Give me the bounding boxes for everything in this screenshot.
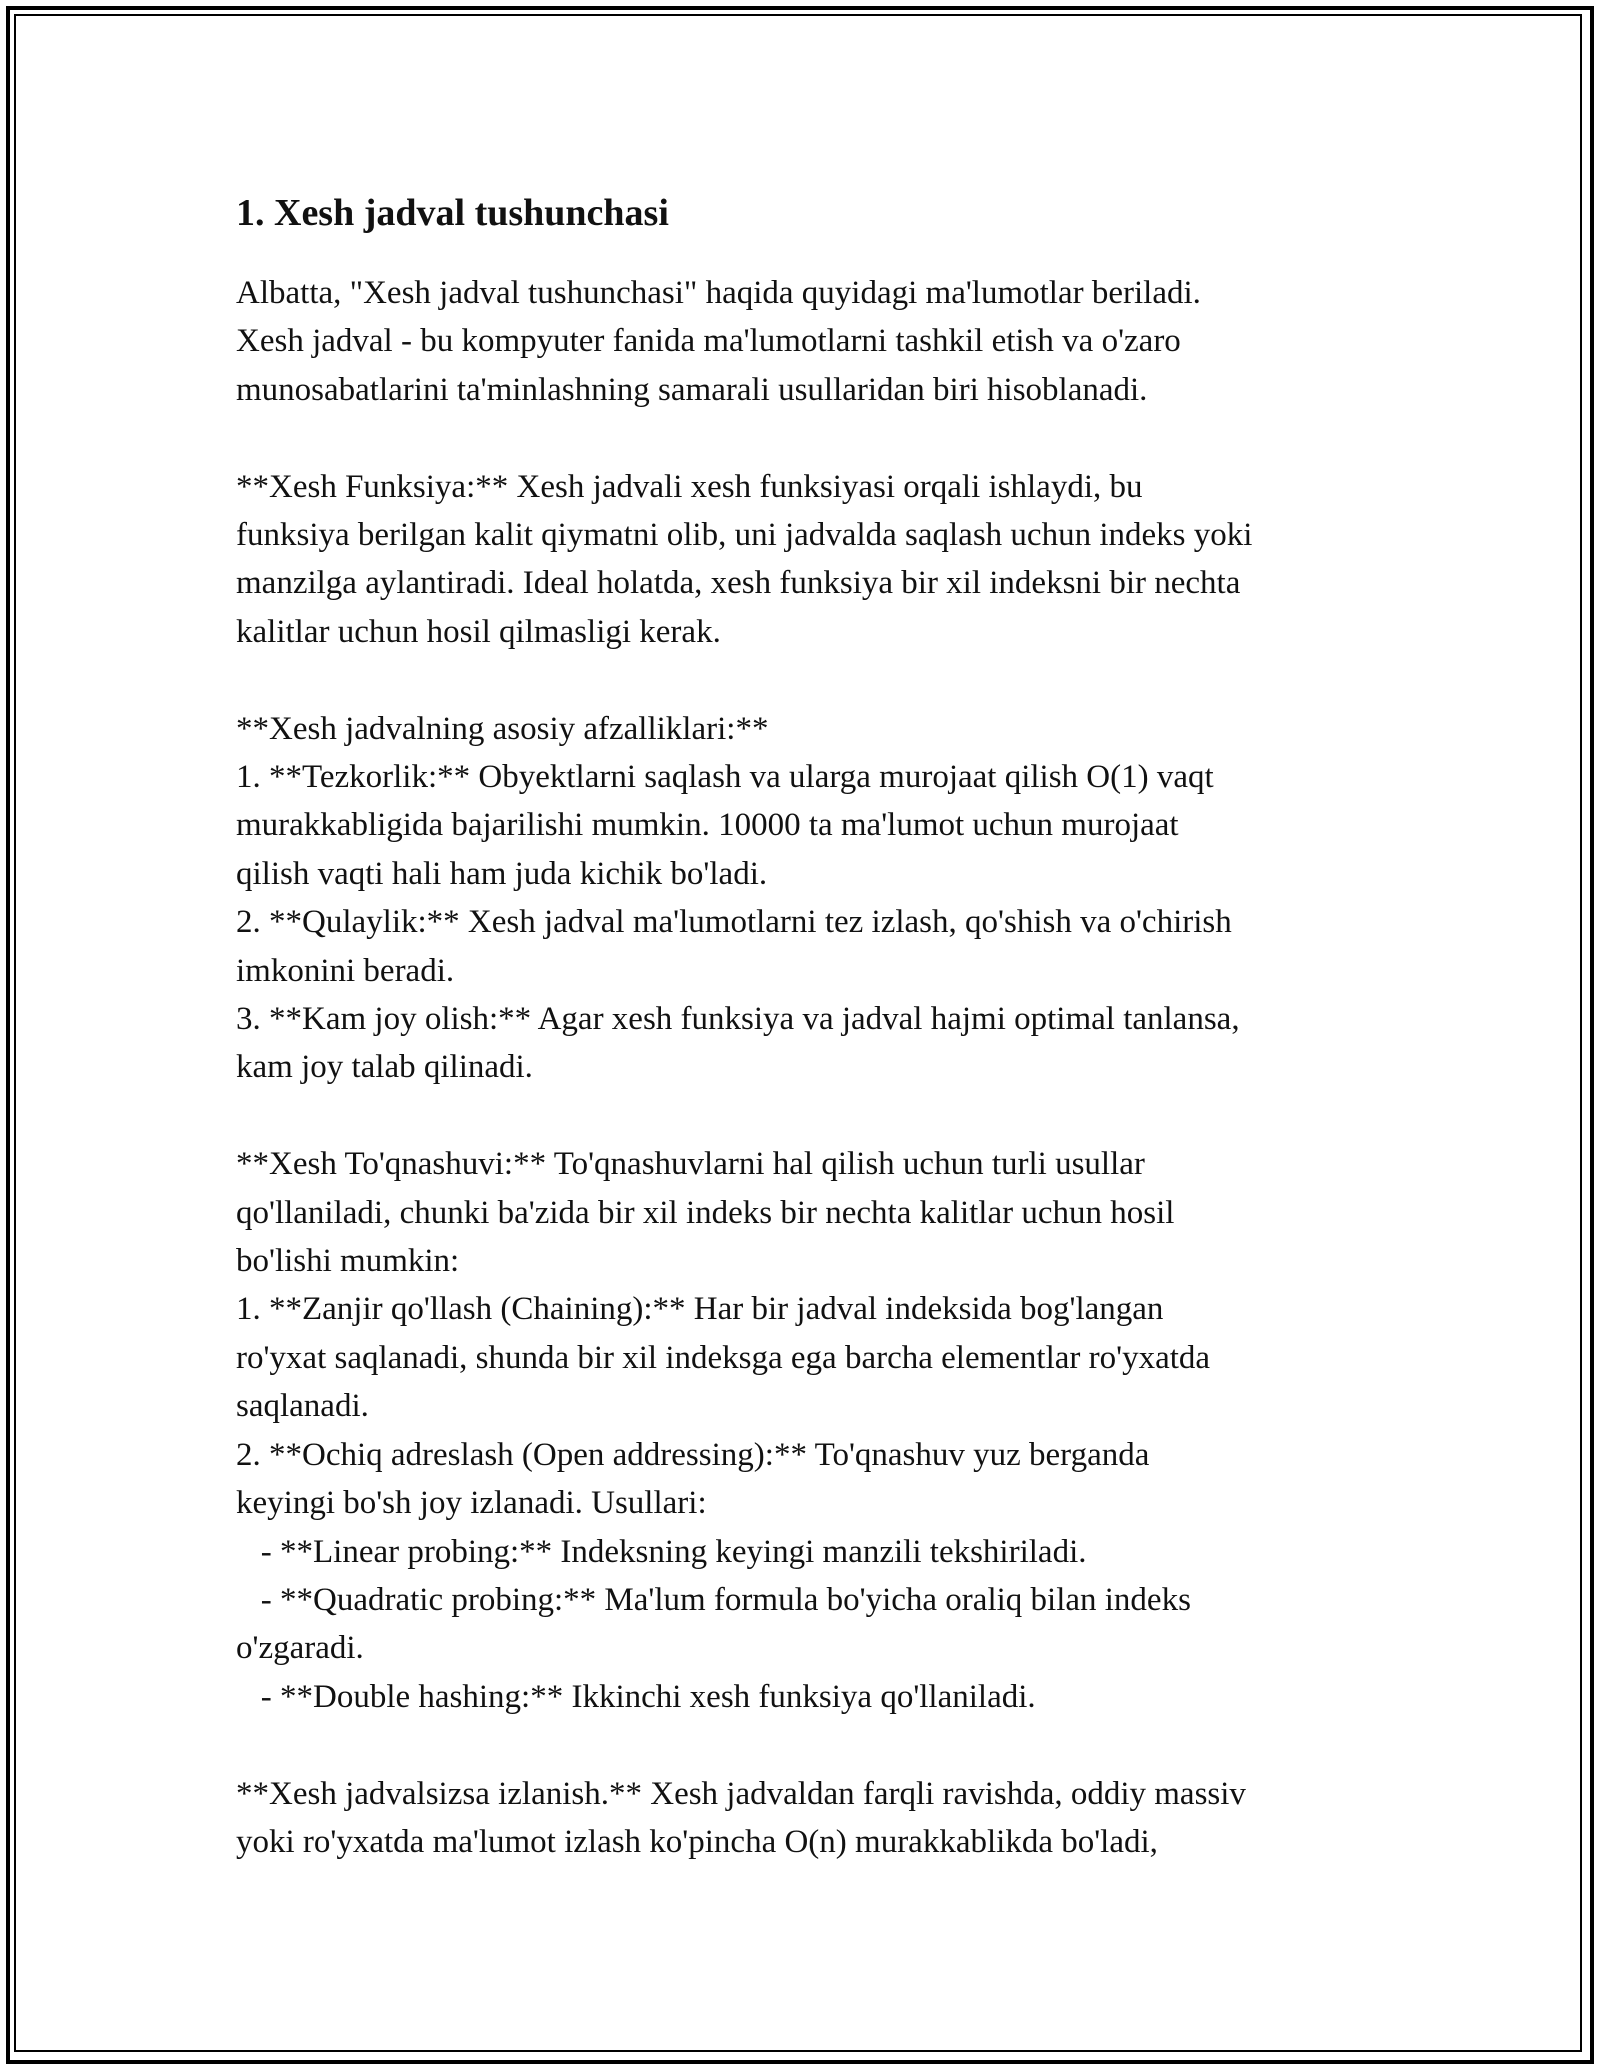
text-line: munosabatlarini ta'minlashning samarali usullaridan biri hisoblanadi. xyxy=(236,371,1148,408)
blank-line xyxy=(236,414,1406,462)
text-line: - **Linear probing:** Indeksning keyingi manzili tekshiriladi. xyxy=(236,1533,1087,1570)
text-line: keyingi bo'sh joy izlanadi. Usullari: xyxy=(236,1485,707,1522)
text-line: yoki ro'yxatda ma'lumot izlash ko'pincha O(n) murakkablikda bo'ladi, xyxy=(236,1823,1158,1860)
document-body xyxy=(236,185,1406,1866)
blank-line xyxy=(236,656,1406,704)
text-line: **Xesh To'qnashuvi:** To'qnashuvlarni hal qilish uchun turli usullar xyxy=(236,1146,1145,1183)
text-line: o'zgaradi. xyxy=(236,1630,364,1667)
text-line: qo'llaniladi, chunki ba'zida bir xil indeks bir nechta kalitlar uchun hosil xyxy=(236,1194,1175,1231)
text-line: 1. **Zanjir qo'llash (Chaining):** Har bir jadval indeksida bog'langan xyxy=(236,1291,1164,1328)
text-line: 2. **Qulaylik:** Xesh jadval ma'lumotlarni tez izlash, qo'shish va o'chirish xyxy=(236,904,1232,941)
text-line: manzilga aylantiradi. Ideal holatda, xesh funksiya bir xil indeksni bir nechta xyxy=(236,565,1241,602)
text-line: 1. **Tezkorlik:** Obyektlarni saqlash va ularga murojaat qilish O(1) vaqt xyxy=(236,759,1214,796)
text-line: Xesh jadval - bu kompyuter fanida ma'lumotlarni tashkil etish va o'zaro xyxy=(236,323,1181,360)
text-line: **Xesh Funksiya:** Xesh jadvali xesh funksiyasi orqali ishlaydi, bu xyxy=(236,468,1143,505)
text-line: kalitlar uchun hosil qilmasligi kerak. xyxy=(236,613,721,650)
text-line: - **Double hashing:** Ikkinchi xesh funksiya qo'llaniladi. xyxy=(236,1678,1036,1715)
text-line: murakkabligida bajarilishi mumkin. 10000 ta ma'lumot uchun murojaat xyxy=(236,807,1179,844)
blank-line xyxy=(236,1721,1406,1769)
text-line: funksiya berilgan kalit qiymatni olib, uni jadvalda saqlash uchun indeks yoki xyxy=(236,517,1253,554)
text-line: 3. **Kam joy olish:** Agar xesh funksiya va jadval hajmi optimal tanlansa, xyxy=(236,1001,1240,1038)
blank-line xyxy=(236,1092,1406,1140)
text-line: Albatta, "Xesh jadval tushunchasi" haqida quyidagi ma'lumotlar beriladi. xyxy=(236,275,1201,311)
text-line: imkonini beradi. xyxy=(236,952,455,989)
text-line: 2. **Ochiq adreslash (Open addressing):** To'qnashuv yuz berganda xyxy=(236,1436,1150,1473)
text-line: kam joy talab qilinadi. xyxy=(236,1049,533,1086)
text-line: ro'yxat saqlanadi, shunda bir xil indeksga ega barcha elementlar ro'yxatda xyxy=(236,1339,1211,1376)
text-line: - **Quadratic probing:** Ma'lum formula bo'yicha oraliq bilan indeks xyxy=(236,1581,1191,1618)
text-line: **Xesh jadvalsizsa izlanish.** Xesh jadvaldan farqli ravishda, oddiy massiv xyxy=(236,1775,1246,1812)
text-line: saqlanadi. xyxy=(236,1388,369,1425)
document-text xyxy=(236,269,1406,1866)
text-line: **Xesh jadvalning asosiy afzalliklari:** xyxy=(236,710,769,747)
text-line: qilish vaqti hali ham juda kichik bo'ladi. xyxy=(236,855,768,892)
text-line: bo'lishi mumkin: xyxy=(236,1243,460,1280)
document-title: 1. Xesh jadval tushunchasi xyxy=(236,192,669,234)
